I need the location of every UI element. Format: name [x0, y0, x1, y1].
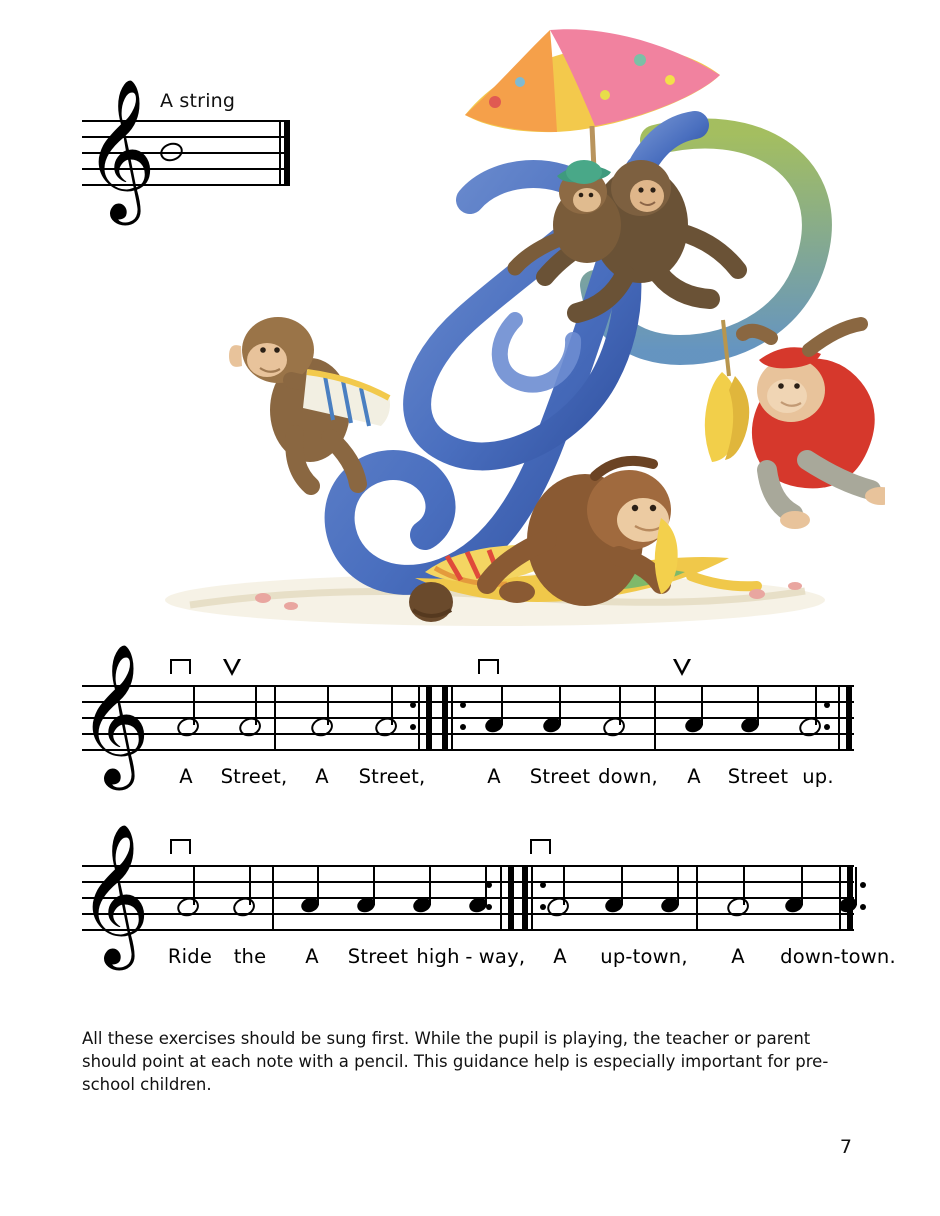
music-system-1: [78, 642, 854, 815]
a-string-label: A string: [160, 90, 236, 112]
lyric: high: [416, 945, 460, 968]
repeat-barline-thick: [508, 865, 514, 929]
repeat-barline-thick: [426, 685, 432, 749]
lyric: A: [305, 945, 319, 968]
staff-line: [82, 865, 854, 867]
lyric: A: [487, 765, 501, 788]
barline: [451, 685, 453, 749]
barline: [272, 865, 274, 929]
repeat-dots-right: [540, 865, 548, 929]
lyric: Street,: [220, 765, 288, 788]
staff-line: [82, 733, 854, 735]
lyric: Street: [727, 765, 789, 788]
repeat-dots-right: [460, 685, 468, 749]
treble-clef-icon: 𝄞: [84, 77, 157, 219]
lyric: A: [553, 945, 567, 968]
lyric: A: [731, 945, 745, 968]
up-bow-mark: [673, 659, 691, 676]
barline: [696, 865, 698, 929]
barline: [418, 685, 420, 749]
lyric: Street,: [358, 765, 426, 788]
barline: [654, 685, 656, 749]
final-barline: [846, 685, 852, 749]
lyric: way,: [478, 945, 526, 968]
staff-line: [82, 929, 854, 931]
lyric: up.: [802, 765, 834, 788]
down-bow-mark: [170, 839, 191, 854]
repeat-dots-left: [410, 685, 418, 749]
monkeys-on-treble-clef-illustration: [95, 20, 885, 660]
music-system-2: [78, 822, 896, 995]
down-bow-mark: [478, 659, 499, 674]
lyric: down,: [598, 765, 658, 788]
treble-clef-icon: 𝄞: [78, 642, 151, 784]
repeat-barline-thick: [442, 685, 448, 749]
lyric: A: [179, 765, 193, 788]
down-bow-mark: [170, 659, 191, 674]
staff-line: [82, 685, 854, 687]
lyric: A: [687, 765, 701, 788]
instruction-paragraph: All these exercises should be sung first. While the pupil is playing, the teacher or parent should point at each note with a pencil. This guidance help is especially important for pre-school children.: [82, 1028, 829, 1095]
barline: [531, 865, 533, 929]
lyric: Street: [529, 765, 591, 788]
down-bow-mark: [530, 839, 551, 854]
up-bow-mark: [223, 659, 241, 676]
barline: [274, 685, 276, 749]
treble-clef-icon: 𝄞: [78, 822, 151, 964]
repeat-dots-end: [824, 685, 832, 749]
staff-line: [82, 749, 854, 751]
repeat-barline-thick: [522, 865, 528, 929]
lyric: up-town,: [600, 945, 688, 968]
lyric: down-town.: [780, 945, 896, 968]
barline: [839, 865, 841, 929]
barline: [838, 685, 840, 749]
staff-line: [82, 717, 854, 719]
lyric: Ride: [167, 945, 213, 968]
repeat-dots-left: [486, 865, 494, 929]
lyric: the: [233, 945, 267, 968]
page-number: 7: [839, 1136, 852, 1158]
repeat-dots-end: [860, 865, 868, 929]
staff-line: [82, 701, 854, 703]
barline: [500, 865, 502, 929]
staff-line: [82, 881, 854, 883]
lyric: A: [315, 765, 329, 788]
lyric: Street: [347, 945, 409, 968]
lyric: -: [465, 945, 473, 968]
